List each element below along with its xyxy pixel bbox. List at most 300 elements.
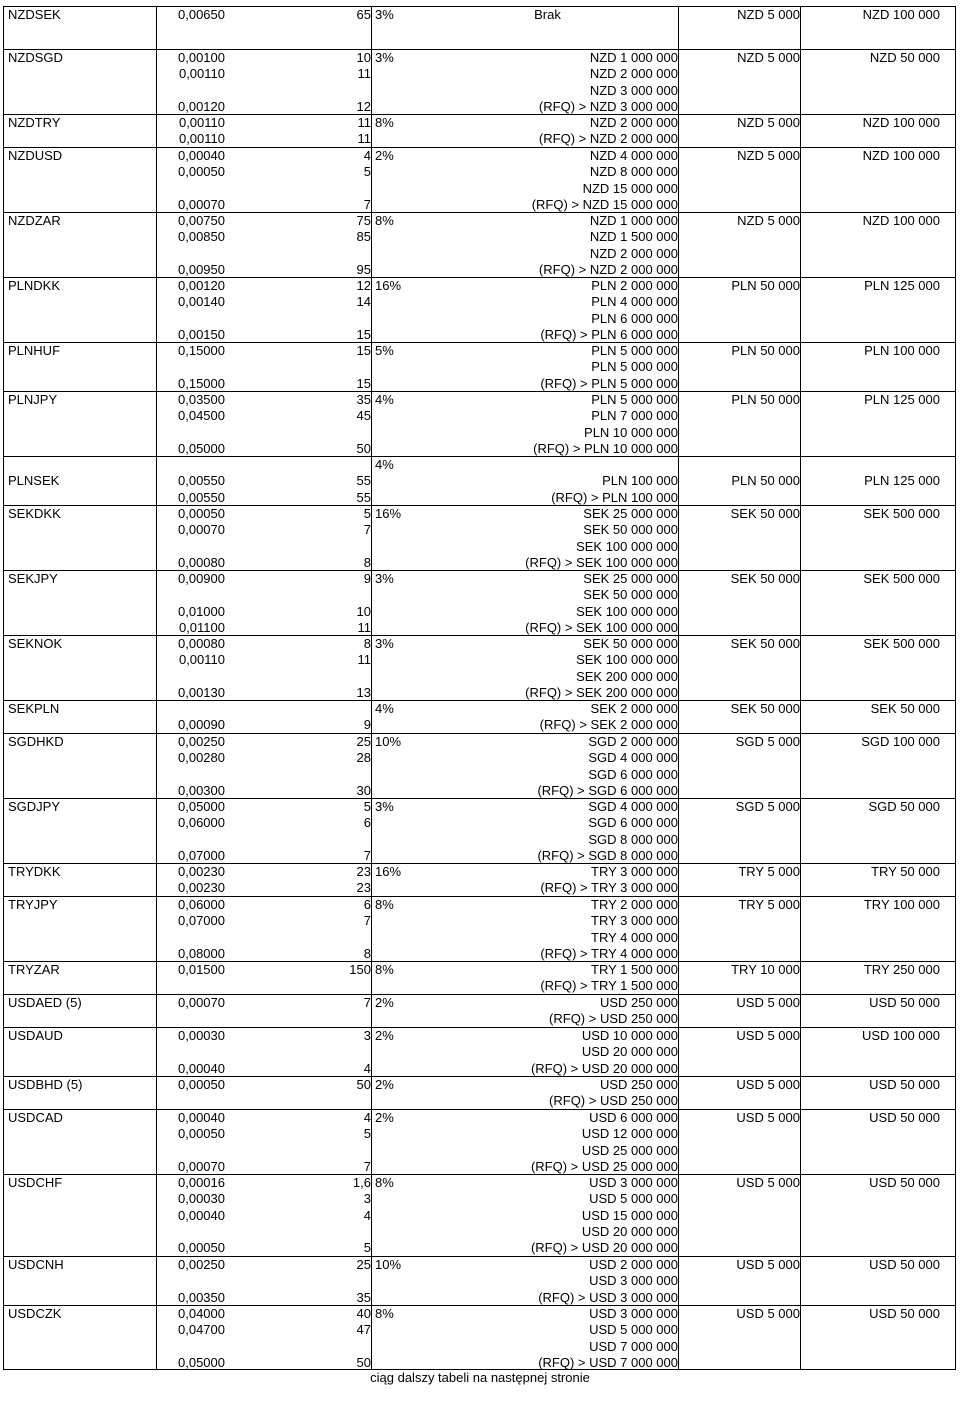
- points-value: 55: [356, 473, 371, 489]
- amount-threshold: (RFQ) > TRY 1 500 000: [540, 978, 678, 994]
- amount-threshold: PLN 5 000 000: [591, 359, 678, 375]
- max-amount: SEK 50 000: [870, 701, 940, 716]
- points-value: 15: [356, 343, 371, 358]
- spread-value: [156, 425, 225, 441]
- spread-value: [156, 701, 225, 717]
- points-value: 13: [356, 684, 371, 700]
- spread-value: 0,03500: [178, 392, 225, 407]
- percent-value: 16%: [375, 864, 402, 879]
- pair-name: NZDSGD: [8, 50, 63, 65]
- amount-threshold: SEK 25 000 000: [583, 506, 678, 521]
- amount-threshold: SEK 200 000 000: [576, 668, 678, 684]
- amount-threshold: PLN 10 000 000: [584, 424, 678, 440]
- max-amount: NZD 100 000: [862, 213, 940, 228]
- spread-value: 0,00090: [178, 717, 225, 733]
- percent-value: 10%: [375, 734, 402, 749]
- spread-value: 0,08000: [178, 945, 225, 961]
- spread-value: 0,00250: [178, 734, 225, 749]
- amount-threshold: PLN 100 000: [602, 473, 678, 489]
- spread-value: 0,15000: [178, 375, 225, 391]
- amount-threshold: USD 3 000 000: [589, 1175, 678, 1190]
- amount-threshold: (RFQ) > NZD 3 000 000: [538, 98, 678, 114]
- points-value: 5: [363, 506, 371, 521]
- column-divider: [955, 701, 956, 733]
- points-value: 10: [356, 50, 371, 65]
- spread-value: 0,00070: [178, 995, 225, 1010]
- spread-value: [156, 930, 225, 946]
- amount-threshold: (RFQ) > USD 25 000 000: [530, 1158, 678, 1174]
- amount-threshold: USD 5 000 000: [589, 1322, 678, 1338]
- column-divider: [955, 1175, 956, 1256]
- points-value: [232, 1143, 371, 1159]
- points-value: [232, 181, 371, 197]
- spread-value: [156, 246, 225, 262]
- points-value: 4: [363, 148, 371, 163]
- points-value: [232, 425, 371, 441]
- spread-value: 0,00130: [178, 684, 225, 700]
- spread-value: [156, 767, 225, 783]
- column-divider: [955, 897, 956, 961]
- points-value: 5: [363, 1126, 371, 1142]
- spread-value: 0,00230: [178, 880, 225, 896]
- points-value: 150: [349, 962, 371, 977]
- amount-threshold: NZD 8 000 000: [589, 164, 678, 180]
- spread-value: 0,00300: [178, 782, 225, 798]
- amount-threshold: (RFQ) > NZD 2 000 000: [538, 131, 678, 147]
- amount-threshold: PLN 7 000 000: [591, 408, 678, 424]
- points-value: [232, 1044, 371, 1060]
- pair-name: PLNHUF: [8, 343, 61, 358]
- points-value: [232, 701, 371, 717]
- amount-threshold: USD 2 000 000: [589, 1257, 678, 1272]
- min-amount: PLN 50 000: [731, 343, 800, 358]
- max-amount: TRY 250 000: [863, 962, 940, 977]
- max-amount: SGD 50 000: [868, 799, 940, 814]
- points-value: 4: [363, 1110, 371, 1125]
- pair-name: SEKJPY: [8, 571, 58, 586]
- max-amount: TRY 100 000: [863, 897, 940, 912]
- points-value: [232, 767, 371, 783]
- amount-threshold: Brak: [534, 7, 561, 22]
- column-divider: [955, 1077, 956, 1109]
- spread-value: 0,00080: [178, 636, 225, 651]
- amount-threshold: (RFQ) > USD 20 000 000: [530, 1240, 678, 1256]
- spread-value: 0,05000: [178, 1354, 225, 1370]
- points-value: 9: [363, 717, 371, 733]
- amount-threshold: SGD 2 000 000: [588, 734, 678, 749]
- points-value: 23: [356, 864, 371, 879]
- spread-value: 0,07000: [178, 913, 225, 929]
- min-amount: NZD 5 000: [737, 213, 800, 228]
- spread-value: [156, 359, 225, 375]
- amount-threshold: SGD 4 000 000: [588, 799, 678, 814]
- points-value: [232, 1224, 371, 1240]
- column-divider: [955, 213, 956, 277]
- percent-value: 8%: [375, 115, 394, 130]
- amount-threshold: (RFQ) > USD 250 000: [549, 1011, 678, 1027]
- spread-value: [156, 311, 225, 327]
- amount-threshold: NZD 15 000 000: [582, 180, 678, 196]
- points-value: 6: [363, 815, 371, 831]
- spread-value: 0,00080: [178, 554, 225, 570]
- points-value: 30: [356, 782, 371, 798]
- points-value: 12: [356, 98, 371, 114]
- percent-value: 4%: [375, 457, 394, 472]
- pair-name: NZDSEK: [8, 7, 61, 22]
- min-amount: PLN 50 000: [731, 392, 800, 407]
- max-amount: USD 50 000: [869, 1175, 940, 1190]
- percent-value: 2%: [375, 1110, 394, 1125]
- table-row: [3, 896, 956, 961]
- percent-value: 2%: [375, 1077, 394, 1092]
- min-amount: NZD 5 000: [737, 148, 800, 163]
- min-amount: PLN 50 000: [731, 278, 800, 293]
- table-row: [3, 570, 956, 635]
- min-amount: SGD 5 000: [735, 799, 800, 814]
- table-row: [3, 505, 956, 570]
- min-amount: SEK 50 000: [730, 506, 800, 521]
- points-value: [232, 83, 371, 99]
- points-value: 10: [356, 603, 371, 619]
- amount-threshold: NZD 3 000 000: [589, 82, 678, 98]
- min-amount: NZD 5 000: [737, 7, 800, 22]
- amount-threshold: (RFQ) > SEK 100 000 000: [525, 554, 678, 570]
- points-value: 15: [356, 375, 371, 391]
- spread-value: 0,00750: [178, 213, 225, 228]
- amount-threshold: (RFQ) > PLN 5 000 000: [540, 375, 678, 391]
- points-value: 8: [363, 636, 371, 651]
- column-divider: [955, 1110, 956, 1174]
- column-divider: [955, 734, 956, 798]
- amount-threshold: (RFQ) > SEK 100 000 000: [525, 619, 678, 635]
- min-amount: NZD 5 000: [737, 115, 800, 130]
- pair-name: TRYZAR: [8, 962, 60, 977]
- table-row: [3, 798, 956, 863]
- spread-value: 0,04700: [178, 1322, 225, 1338]
- spread-value: [156, 1143, 225, 1159]
- spread-value: 0,00050: [178, 1126, 225, 1142]
- amount-threshold: (RFQ) > PLN 100 000: [551, 489, 678, 505]
- currency-spread-table: [3, 6, 956, 1370]
- amount-threshold: (RFQ) > USD 250 000: [549, 1093, 678, 1109]
- spread-value: 0,00950: [178, 261, 225, 277]
- amount-threshold: (RFQ) > NZD 2 000 000: [538, 261, 678, 277]
- column-divider: [955, 506, 956, 570]
- points-value: [232, 832, 371, 848]
- points-value: 3: [363, 1191, 371, 1207]
- pair-name: TRYDKK: [8, 864, 61, 879]
- spread-value: 0,00040: [178, 1110, 225, 1125]
- points-value: [232, 1339, 371, 1355]
- amount-threshold: PLN 5 000 000: [591, 392, 678, 407]
- amount-threshold: USD 6 000 000: [589, 1110, 678, 1125]
- points-value: 8: [363, 554, 371, 570]
- points-value: [232, 930, 371, 946]
- points-value: [232, 669, 371, 685]
- amount-threshold: SEK 50 000 000: [583, 587, 678, 603]
- points-value: 15: [356, 326, 371, 342]
- amount-threshold: PLN 4 000 000: [591, 294, 678, 310]
- spread-value: 0,00650: [178, 7, 225, 22]
- amount-threshold: (RFQ) > NZD 15 000 000: [531, 196, 678, 212]
- column-divider: [955, 148, 956, 212]
- spread-value: 0,01100: [178, 619, 225, 635]
- amount-threshold: SEK 25 000 000: [583, 571, 678, 586]
- percent-value: 2%: [375, 1028, 394, 1043]
- column-divider: [955, 7, 956, 49]
- points-value: 28: [356, 750, 371, 766]
- points-value: 12: [356, 278, 371, 293]
- column-divider: [955, 995, 956, 1027]
- min-amount: USD 5 000: [736, 1077, 800, 1092]
- points-value: [232, 587, 371, 603]
- column-divider: [955, 1306, 956, 1369]
- column-divider: [955, 636, 956, 700]
- pair-name: PLNDKK: [8, 278, 61, 293]
- points-value: 65: [356, 7, 371, 22]
- max-amount: SEK 500 000: [863, 506, 940, 521]
- amount-threshold: SGD 4 000 000: [588, 750, 678, 766]
- table-row: [3, 1109, 956, 1174]
- spread-value: [156, 83, 225, 99]
- pair-name: NZDTRY: [8, 115, 61, 130]
- points-value: 1,6: [352, 1175, 371, 1190]
- spread-value: [156, 1044, 225, 1060]
- amount-threshold: SGD 6 000 000: [588, 766, 678, 782]
- column-divider: [955, 457, 956, 505]
- spread-value: 0,00050: [178, 506, 225, 521]
- table-row: [3, 6, 956, 49]
- min-amount: USD 5 000: [736, 1175, 800, 1190]
- amount-threshold: USD 20 000 000: [581, 1223, 678, 1239]
- amount-threshold: (RFQ) > USD 7 000 000: [538, 1354, 678, 1370]
- table-row: [3, 733, 956, 798]
- points-value: 7: [363, 196, 371, 212]
- amount-threshold: TRY 2 000 000: [591, 897, 678, 912]
- percent-value: 8%: [375, 897, 394, 912]
- points-value: 75: [356, 213, 371, 228]
- points-value: 14: [356, 294, 371, 310]
- amount-threshold: (RFQ) > PLN 6 000 000: [540, 326, 678, 342]
- table-row: [3, 700, 956, 733]
- spread-value: 0,15000: [178, 343, 225, 358]
- spread-value: 0,00016: [178, 1175, 225, 1190]
- amount-threshold: (RFQ) > SEK 2 000 000: [539, 717, 678, 733]
- spread-value: 0,01500: [178, 962, 225, 977]
- min-amount: SEK 50 000: [730, 701, 800, 716]
- spread-value: [156, 181, 225, 197]
- spread-value: 0,00070: [178, 196, 225, 212]
- amount-threshold: TRY 3 000 000: [591, 913, 678, 929]
- spread-value: 0,00070: [178, 1158, 225, 1174]
- min-amount: TRY 5 000: [738, 897, 800, 912]
- table-row: [3, 1305, 956, 1370]
- points-value: 23: [356, 880, 371, 896]
- points-value: 4: [363, 1207, 371, 1223]
- amount-threshold: (RFQ) > TRY 4 000 000: [540, 945, 678, 961]
- points-value: [232, 1273, 371, 1289]
- min-amount: TRY 5 000: [738, 864, 800, 879]
- spread-value: 0,00110: [178, 131, 225, 147]
- max-amount: TRY 50 000: [871, 864, 940, 879]
- points-value: 11: [357, 619, 371, 635]
- max-amount: USD 50 000: [869, 1306, 940, 1321]
- min-amount: SEK 50 000: [730, 571, 800, 586]
- max-amount: USD 100 000: [861, 1028, 940, 1043]
- amount-threshold: PLN 2 000 000: [591, 278, 678, 293]
- table-row: [3, 277, 956, 342]
- percent-value: 16%: [375, 278, 402, 293]
- points-value: [232, 311, 371, 327]
- amount-threshold: USD 5 000 000: [589, 1191, 678, 1207]
- column-divider: [955, 343, 956, 391]
- min-amount: USD 5 000: [736, 1110, 800, 1125]
- points-value: 11: [357, 131, 371, 147]
- amount-threshold: USD 10 000 000: [581, 1028, 678, 1043]
- pair-name: USDAUD: [8, 1028, 63, 1043]
- max-amount: SEK 500 000: [863, 571, 940, 586]
- continuation-note: ciąg dalszy tabeli na następnej stronie: [370, 1370, 590, 1385]
- max-amount: NZD 100 000: [862, 148, 940, 163]
- max-amount: USD 50 000: [869, 995, 940, 1010]
- percent-value: 4%: [375, 392, 394, 407]
- amount-threshold: [417, 457, 678, 473]
- amount-threshold: USD 12 000 000: [581, 1126, 678, 1142]
- table-row: [3, 961, 956, 994]
- points-value: 47: [356, 1322, 371, 1338]
- amount-threshold: (RFQ) > TRY 3 000 000: [540, 880, 678, 896]
- amount-threshold: USD 250 000: [599, 995, 678, 1010]
- pair-name: NZDUSD: [8, 148, 63, 163]
- table-row: [3, 147, 956, 212]
- table-row: [3, 994, 956, 1027]
- spread-value: 0,00850: [178, 229, 225, 245]
- min-amount: TRY 10 000: [731, 962, 800, 977]
- spread-value: 0,00250: [178, 1257, 225, 1272]
- percent-value: 8%: [375, 962, 394, 977]
- column-divider: [955, 115, 956, 147]
- percent-value: 5%: [375, 343, 394, 358]
- spread-value: 0,04000: [178, 1306, 225, 1321]
- spread-value: [156, 832, 225, 848]
- amount-threshold: PLN 5 000 000: [591, 343, 678, 358]
- amount-threshold: NZD 2 000 000: [589, 115, 678, 130]
- spread-value: 0,00550: [178, 473, 225, 489]
- percent-value: 16%: [375, 506, 402, 521]
- spread-value: 0,00040: [178, 1060, 225, 1076]
- amount-threshold: NZD 1 000 000: [589, 50, 678, 65]
- min-amount: SGD 5 000: [735, 734, 800, 749]
- pair-name: USDCHF: [8, 1175, 63, 1190]
- max-amount: NZD 100 000: [862, 115, 940, 130]
- amount-threshold: (RFQ) > SEK 200 000 000: [525, 684, 678, 700]
- amount-threshold: NZD 2 000 000: [589, 245, 678, 261]
- max-amount: SGD 100 000: [861, 734, 940, 749]
- amount-threshold: TRY 3 000 000: [591, 864, 678, 879]
- percent-value: 3%: [375, 7, 394, 22]
- amount-threshold: USD 3 000 000: [589, 1306, 678, 1321]
- points-value: [232, 457, 371, 473]
- points-value: 25: [356, 1257, 371, 1272]
- column-divider: [955, 1257, 956, 1305]
- table-row: [3, 391, 956, 456]
- amount-threshold: USD 3 000 000: [589, 1273, 678, 1289]
- amount-threshold: USD 7 000 000: [589, 1338, 678, 1354]
- amount-threshold: PLN 6 000 000: [591, 310, 678, 326]
- amount-threshold: SEK 50 000 000: [583, 636, 678, 651]
- amount-threshold: SGD 8 000 000: [588, 831, 678, 847]
- spread-value: [156, 457, 225, 473]
- spread-value: 0,00050: [178, 1240, 225, 1256]
- amount-threshold: NZD 2 000 000: [589, 66, 678, 82]
- table-row: [3, 342, 956, 391]
- table-row: [3, 1256, 956, 1305]
- max-amount: USD 50 000: [869, 1077, 940, 1092]
- percent-value: 8%: [375, 1175, 394, 1190]
- points-value: 6: [363, 897, 371, 912]
- spread-value: 0,04500: [178, 408, 225, 424]
- spread-value: [156, 539, 225, 555]
- table-row: [3, 1076, 956, 1109]
- column-divider: [955, 962, 956, 994]
- table-row: [3, 863, 956, 896]
- amount-threshold: USD 20 000 000: [581, 1044, 678, 1060]
- percent-value: 3%: [375, 571, 394, 586]
- spread-value: [156, 587, 225, 603]
- pair-name: USDCAD: [8, 1110, 63, 1125]
- points-value: 7: [363, 847, 371, 863]
- amount-threshold: NZD 1 500 000: [589, 229, 678, 245]
- spread-value: 0,00110: [178, 652, 225, 668]
- points-value: 11: [357, 66, 371, 82]
- max-amount: PLN 125 000: [864, 278, 940, 293]
- column-divider: [955, 50, 956, 114]
- table-row: [3, 212, 956, 277]
- pair-name: NZDZAR: [8, 213, 61, 228]
- column-divider: [955, 864, 956, 896]
- max-amount: NZD 100 000: [862, 7, 940, 22]
- max-amount: USD 50 000: [869, 1110, 940, 1125]
- spread-value: 0,00040: [178, 1207, 225, 1223]
- points-value: 25: [356, 734, 371, 749]
- spread-value: 0,00150: [178, 326, 225, 342]
- spread-value: 0,01000: [178, 603, 225, 619]
- spread-value: [156, 1273, 225, 1289]
- min-amount: USD 5 000: [736, 995, 800, 1010]
- amount-threshold: SEK 100 000 000: [576, 652, 678, 668]
- points-value: [232, 246, 371, 262]
- column-divider: [955, 1028, 956, 1076]
- pair-name: SGDJPY: [8, 799, 61, 814]
- amount-threshold: SEK 100 000 000: [576, 603, 678, 619]
- spread-value: 0,00900: [178, 571, 225, 586]
- points-value: 50: [356, 1077, 371, 1092]
- spread-value: 0,00350: [178, 1289, 225, 1305]
- amount-threshold: SGD 6 000 000: [588, 815, 678, 831]
- column-divider: [955, 799, 956, 863]
- percent-value: 2%: [375, 995, 394, 1010]
- percent-value: 3%: [375, 50, 394, 65]
- points-value: [232, 539, 371, 555]
- column-divider: [955, 571, 956, 635]
- spread-value: 0,00140: [178, 294, 225, 310]
- points-value: 50: [356, 440, 371, 456]
- spread-value: [156, 1339, 225, 1355]
- points-value: 7: [363, 995, 371, 1010]
- percent-value: 3%: [375, 799, 394, 814]
- pair-name: SEKPLN: [8, 701, 60, 716]
- amount-threshold: USD 250 000: [599, 1077, 678, 1092]
